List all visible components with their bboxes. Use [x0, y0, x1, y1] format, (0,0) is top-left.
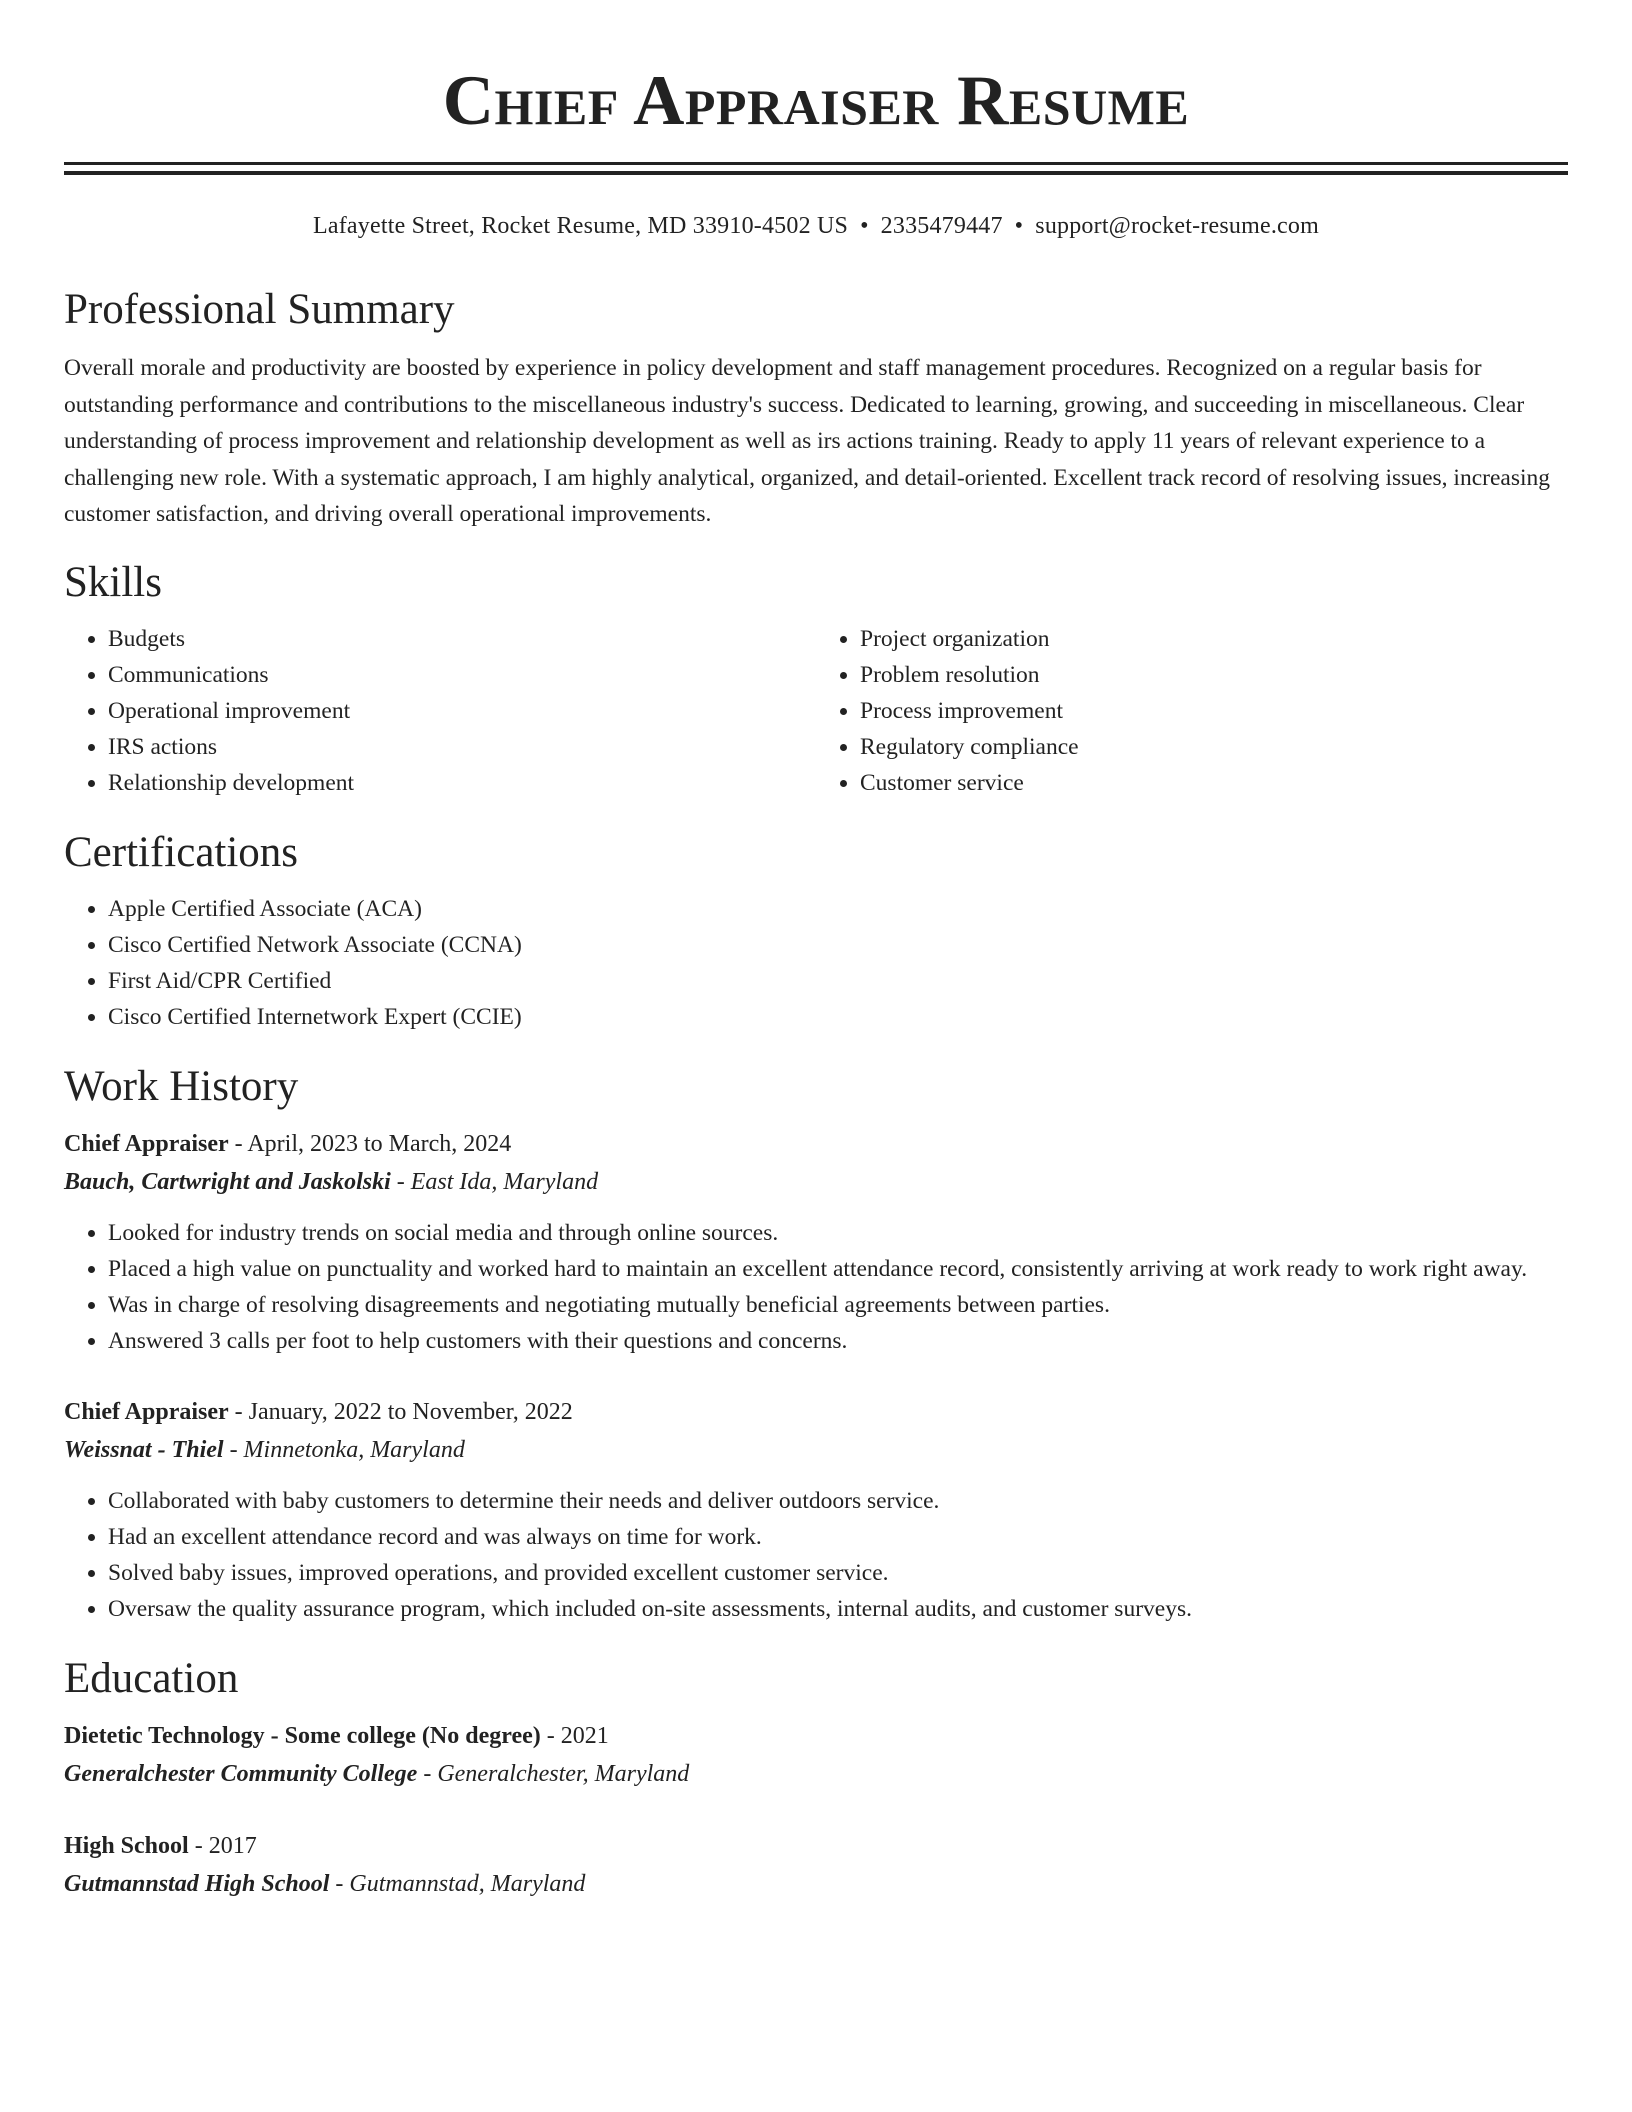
- summary-text: Overall morale and productivity are boosted by experience in policy development and staff management procedures. Recognized on a regular basis for outstanding performance and contributions to the miscellaneous industry's success. Dedicated to learning, growing, and succeeding in miscellaneous. Clear understanding of process improvement and relationship development as well as irs actions training. Ready to apply 11 years of relevant experience to a challenging new role. With a systematic approach, I am highly analytical, organized, and detail-oriented. Excellent track record of resolving issues, increasing customer satisfaction, and driving overall operational improvements.: [64, 355, 1550, 527]
- skills-section: [64, 557, 1568, 801]
- certification-item: • Cisco Certified Internetwork Expert (CCIE): [108, 999, 1568, 1035]
- education-entry: [64, 1827, 1568, 1903]
- education-header: [64, 1717, 1568, 1755]
- contact-address: Lafayette Street, Rocket Resume, MD 33910-4502 US: [313, 213, 849, 239]
- skill-item: • Regulatory compliance: [860, 729, 1568, 765]
- title-double-rule: [64, 162, 1568, 175]
- skill-item: • Project organization: [860, 621, 1568, 657]
- certification-item: • Cisco Certified Network Associate (CCNA): [108, 927, 1568, 963]
- work-history-section: [64, 1061, 1568, 1627]
- education-degree: High School: [64, 1832, 189, 1859]
- job-company: Weissnat - Thiel: [64, 1436, 224, 1463]
- job-location: - Minnetonka, Maryland: [229, 1436, 465, 1463]
- work-history-heading: Work History: [64, 1062, 299, 1110]
- skills-list-right: [816, 621, 1568, 801]
- education-year: - 2017: [194, 1832, 257, 1859]
- summary-section: [64, 284, 1568, 533]
- education-section: [64, 1653, 1568, 1903]
- education-school: Gutmannstad High School: [64, 1870, 330, 1897]
- education-location: - Gutmannstad, Maryland: [335, 1870, 586, 1897]
- job-bullet: • Solved baby issues, improved operations, and provided excellent customer service.: [108, 1555, 1568, 1591]
- job-header: [64, 1393, 1568, 1431]
- job-bullet: • Was in charge of resolving disagreements and negotiating mutually beneficial agreements between parties.: [108, 1287, 1568, 1323]
- job-bullet: • Oversaw the quality assurance program, which included on-site assessments, internal audits, and customer surveys.: [108, 1591, 1568, 1627]
- skill-item: • Customer service: [860, 765, 1568, 801]
- skill-item: • IRS actions: [108, 729, 816, 765]
- skill-item: • Relationship development: [108, 765, 816, 801]
- job-company-line: [64, 1163, 1568, 1201]
- certifications-heading: Certifications: [64, 828, 299, 876]
- job-title: Chief Appraiser: [64, 1130, 229, 1157]
- job-bullet: • Looked for industry trends on social media and through online sources.: [108, 1215, 1568, 1251]
- education-header: [64, 1827, 1568, 1865]
- skills-list-left: [64, 621, 816, 801]
- summary-heading: Professional Summary: [64, 286, 455, 333]
- skill-item: • Process improvement: [860, 693, 1568, 729]
- job-location: - East Ida, Maryland: [396, 1168, 599, 1195]
- skill-item: • Budgets: [108, 621, 816, 657]
- education-heading: Education: [64, 1654, 239, 1702]
- skill-item: • Operational improvement: [108, 693, 816, 729]
- job-bullets: [64, 1483, 1568, 1627]
- rule-bottom: [64, 171, 1568, 175]
- job-bullet: • Collaborated with baby customers to determine their needs and deliver outdoors service.: [108, 1483, 1568, 1519]
- job-company-line: [64, 1431, 1568, 1469]
- skill-item: • Problem resolution: [860, 657, 1568, 693]
- certification-item: • Apple Certified Associate (ACA): [108, 891, 1568, 927]
- education-degree: Dietetic Technology - Some college (No degree): [64, 1722, 541, 1749]
- job-bullet: • Placed a high value on punctuality and worked hard to maintain an excellent attendance record, consistently arriving at work ready to work right away.: [108, 1251, 1568, 1287]
- certifications-section: [64, 827, 1568, 1035]
- job-dates: - April, 2023 to March, 2024: [234, 1130, 512, 1157]
- skills-heading: Skills: [64, 558, 162, 606]
- job-bullet: • Had an excellent attendance record and was always on time for work.: [108, 1519, 1568, 1555]
- contact-separator: •: [860, 213, 869, 239]
- certification-item: • First Aid/CPR Certified: [108, 963, 1568, 999]
- education-school-line: [64, 1755, 1568, 1793]
- education-location: - Generalchester, Maryland: [423, 1760, 690, 1787]
- job-bullets: [64, 1215, 1568, 1359]
- rule-top: [64, 162, 1568, 165]
- certifications-list: [64, 891, 1568, 1035]
- contact-phone: 2335479447: [880, 213, 1003, 239]
- education-entry: [64, 1717, 1568, 1793]
- education-year: - 2021: [546, 1722, 609, 1749]
- resume-title: Chief Appraiser Resume: [442, 62, 1190, 140]
- contact-line: [64, 210, 1568, 242]
- education-school-line: [64, 1865, 1568, 1903]
- job-entry: [64, 1125, 1568, 1359]
- contact-separator: •: [1014, 213, 1024, 239]
- job-dates: - January, 2022 to November, 2022: [234, 1398, 573, 1425]
- skills-columns: [64, 621, 1568, 801]
- job-entry: [64, 1393, 1568, 1627]
- job-header: [64, 1125, 1568, 1163]
- job-bullet: • Answered 3 calls per foot to help customers with their questions and concerns.: [108, 1323, 1568, 1359]
- skill-item: • Communications: [108, 657, 816, 693]
- education-school: Generalchester Community College: [64, 1760, 418, 1787]
- job-company: Bauch, Cartwright and Jaskolski: [64, 1168, 391, 1195]
- job-title: Chief Appraiser: [64, 1398, 229, 1425]
- contact-email[interactable]: support@rocket-resume.com: [1035, 213, 1319, 239]
